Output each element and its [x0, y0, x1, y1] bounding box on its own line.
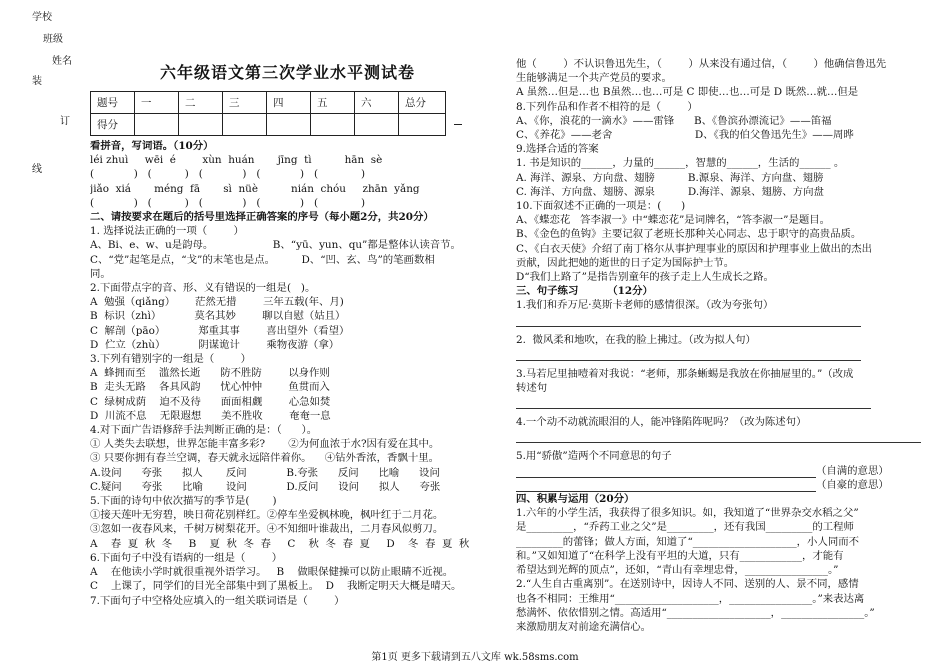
answer-line[interactable] — [516, 347, 861, 361]
score-cell: 总分 — [399, 92, 446, 114]
sentence-row — [516, 478, 936, 492]
option-line: A 春 夏 秋 冬 B 夏 秋 冬 春 C 秋 冬 春 夏 D 冬 春 夏 秋 — [90, 537, 470, 550]
score-cell: 四 — [267, 92, 311, 114]
option-line: A 在他读小学时就很重视外语学习。 B 做眼保健操可以防止眼睛不近视。 — [90, 566, 454, 579]
score-input-cell[interactable] — [399, 114, 446, 136]
question-line: ③忽如一夜春风来，千树万树梨花开。④不知细叶谁裁出，二月春风似剪刀。 — [90, 523, 444, 536]
section-3-heading: 三、句子练习 （12分） — [516, 285, 653, 298]
option-line: A、《你，浪花的一滴水》——雷锋 B、《鲁滨孙漂流记》——笛福 — [516, 114, 832, 127]
question-line: 同。 — [90, 267, 111, 280]
score-cell: 六 — [355, 92, 399, 114]
page-footer: 第1页 更多下载请到五八文库 wk.58sms.com — [371, 652, 579, 663]
score-input-cell[interactable] — [223, 114, 267, 136]
score-table-score-row — [91, 114, 446, 136]
option-line: B 标识（zhì） 莫名其妙 聊以自慰（姑且） — [90, 310, 346, 323]
question-line: C、“党”起笔是点，“戈”的末笔也是点。 D、“凹、玄、鸟”的笔画数相 — [90, 253, 435, 266]
question-line[interactable]: 愁满怀、依依惜别之情。高适用“____________________，________________。” — [516, 606, 875, 619]
option-line: C、《养花》——老舍 D、《我的伯父鲁迅先生》——周晔 — [516, 129, 854, 142]
score-cell: 一 — [135, 92, 179, 114]
pinyin-row: léi zhuì wēi é xùn huán jīng tì hān sè — [90, 154, 383, 167]
question-line: ③ 只要你拥有春兰空调，春天就永远陪伴着你。 ④钻外香浓，香飘十里。 — [90, 452, 440, 465]
question-line: 1. 选择说法正确的一项（ ） — [90, 225, 244, 238]
score-input-cell[interactable] — [179, 114, 223, 136]
question-line: 3.下列有错别字的一组是（ ） — [90, 353, 252, 366]
score-table-header-row — [91, 92, 446, 114]
score-input-cell[interactable] — [135, 114, 179, 136]
option-line: A 蜂拥而至 滥然长逝 防不胜防 以身作则 — [90, 367, 330, 380]
answer-line[interactable] — [516, 478, 816, 492]
option-line: C 解剖（pāo） 郑重其事 喜出望外（看望） — [90, 324, 350, 337]
section-1-heading: 看拼音，写词语。（10分） — [90, 140, 214, 152]
question-line: 5.用“骄傲”造两个不同意思的句子 — [516, 450, 672, 463]
option-line: B、《金色的鱼钩》主要记叙了老班长那种关心同志、忠于职守的高贵品质。 — [516, 228, 862, 241]
question-line: 3.马若尼里抽噎着对我说：“老师，那条蜥蜴是我放在你抽屉里的。”（改成 — [516, 367, 854, 380]
question-line[interactable]: 希望达到光辉的顶点”，还如，“青山有幸埋忠骨，________________。” — [516, 564, 839, 577]
pinyin-row: jiǎo xiá méng fā sì nüè nián chóu zhān yǎng — [90, 182, 420, 195]
option-line: D 伫立（zhù） 阴谋诡计 乘物夜游（拿） — [90, 338, 340, 351]
question-line: ① 人类失去联想，世界怎能丰富多彩? ②为何血浓于水?因有爱在其中。 — [90, 438, 440, 451]
right-column — [516, 57, 936, 634]
question-line[interactable]: 和。”又如知道了“在科学上没有平坦的大道，只有____________，才能有 — [516, 549, 844, 562]
score-input-cell[interactable] — [267, 114, 311, 136]
option-line: C、《白衣天使》介绍了南丁格尔从事护理事业的原因和护理事业上做出的杰出 — [516, 242, 873, 255]
margin-school-label: 学校 — [32, 12, 52, 23]
option-line: C 上课了，同学们的目光全部集中到了黑板上。 D 我断定明天大概是晴天。 — [90, 580, 462, 593]
question-line: ①接天莲叶无穷碧，映日荷花别样红。②停车坐爱枫林晚，枫叶红于二月花。 — [90, 509, 444, 522]
answer-line[interactable] — [516, 429, 921, 443]
margin-name-label: 姓名 — [52, 56, 72, 67]
meaning-hint: （自满的意思） — [816, 464, 889, 477]
sentence-row — [516, 464, 936, 478]
option-line: D 川流不息 无限遐想 美不胜收 奄奄一息 — [90, 409, 331, 422]
score-input-cell[interactable] — [355, 114, 399, 136]
answer-brackets-row[interactable]: ( ) ( ) ( ) ( ) ( ) — [90, 168, 366, 181]
question-line: 1.我们和乔万尼·莫斯卡老师的感情很深。（改为夸张句） — [516, 299, 774, 312]
meaning-hint: （自豪的意思） — [816, 478, 889, 491]
question-line: 2. 微风柔和地吹，在我的脸上拂过。（改为拟人句） — [516, 333, 756, 346]
question-line: 4.一个动不动就流眼泪的人，能冲锋陷阵呢吗？（改为陈述句） — [516, 416, 807, 429]
question-line: 1.六年的小学生活，我获得了很多知识。如，我知道了“世界杂交水稻之父” — [516, 507, 859, 520]
question-line: 2.下面带点字的音、形、义有错误的一组是( )。 — [90, 282, 316, 295]
answer-brackets-row[interactable]: ( ) ( ) ( ) ( ) ( ) — [90, 196, 366, 209]
question-line[interactable]: 也各不相同：王维用“____________________，________________。”来表达离 — [516, 592, 865, 605]
score-table — [90, 91, 446, 136]
question-line: 10.下面叙述不正确的一项是：( ) — [516, 200, 686, 213]
margin-binding-mark: 装 — [32, 76, 42, 87]
question-line: 8.下列作品和作者不相符的是（ ） — [516, 100, 698, 113]
score-input-cell[interactable] — [311, 114, 355, 136]
answer-line[interactable] — [516, 464, 816, 478]
option-line: 贡献，因此把她的逝世的日子定为国际护士节。 — [516, 256, 735, 269]
question-line: 来激励朋友对前途充满信心。 — [516, 620, 652, 633]
margin-line-mark: 线 — [32, 164, 42, 175]
option-line: C.疑问 夸张 比喻 设问 D.反问 设问 拟人 夸张 — [90, 480, 441, 493]
score-cell: 三 — [223, 92, 267, 114]
dash-mark — [454, 124, 462, 125]
question-line: 转述句 — [516, 382, 548, 395]
option-line: A 虽然…但是…也 B虽然…也…可是 C 即使…也…可是 D 既然…就…但是 — [516, 86, 859, 99]
question-line[interactable]: 是_________，“乔药工业之父”是_________，还有我国_________的工程师 — [516, 521, 854, 534]
left-column — [90, 139, 505, 608]
question-line: A、Bi、e、w、u是韵母。 B、“yū、yun、qu”都是整体认读音节。 — [90, 239, 461, 252]
question-line: 7.下面句子中空格处应填入的一组关联词语是（ ） — [90, 594, 345, 607]
score-cell: 题号 — [91, 92, 135, 114]
question-line[interactable]: _________的蕾锋；做人方面，知道了“____________________，小人同而不 — [516, 535, 860, 548]
page-title: 六年级语文第三次学业水平测试卷 — [160, 63, 416, 82]
option-line: A. 海洋、源泉、方向盘、翅膀 B.源泉、海洋、方向盘、翅膀 — [516, 171, 824, 184]
option-line: D“我们上路了”是指告别童年的孩子走上人生成长之路。 — [516, 271, 774, 284]
question-line: 1. 书是知识的______，力量的______，智慧的______，生活的______ 。 — [516, 157, 845, 170]
question-line: 6.下面句子中没有语病的一组是（ ） — [90, 551, 283, 564]
option-line: C 绿树成荫 迫不及待 面面相觑 心急如焚 — [90, 395, 331, 408]
section-2-heading: 二、请按要求在题后的括号里选择正确答案的序号（每小题2分，共20分） — [90, 211, 434, 224]
margin-class-label: 班级 — [43, 34, 63, 45]
margin-order-mark: 订 — [60, 116, 70, 127]
question-line: 5.下面的诗句中依次描写的季节是( ) — [90, 495, 277, 508]
option-line: A.设问 夸张 拟人 反问 B.夸张 反问 比喻 设问 — [90, 466, 440, 479]
question-line: 9.选择合适的答案 — [516, 143, 599, 156]
option-line: C. 海洋、方向盘、翅膀、源泉 D.海洋、源泉、翅膀、方向盘 — [516, 185, 824, 198]
option-line: A、《蝶恋花 答李淑一》中“蝶恋花”是词牌名，“答李淑一”是题目。 — [516, 214, 831, 227]
score-cell: 得分 — [91, 114, 135, 136]
question-line: 他（ ）不认识鲁迅先生，（ ）从来没有通过信，（ ）他确信鲁迅先 — [516, 58, 887, 70]
answer-line[interactable] — [516, 313, 861, 327]
option-line: B 走头无路 各具风韵 忧心忡忡 鱼贯而入 — [90, 381, 330, 394]
answer-line[interactable] — [516, 395, 871, 409]
section-4-heading: 四、积累与运用（20分） — [516, 493, 635, 506]
question-line: 4.对下面广告语修辞手法判断正确的是：（ ）。 — [90, 424, 318, 437]
question-line: 2.“人生自古重离别”。在送别诗中，因诗人不同、送别的人、景不同，感情 — [516, 578, 859, 591]
question-line: 生能够满足一个共产党员的要求。 — [516, 72, 672, 85]
score-cell: 二 — [179, 92, 223, 114]
score-cell: 五 — [311, 92, 355, 114]
option-line: A 勉强（qiǎng） 茫然无措 三年五载(年、月) — [90, 296, 344, 309]
